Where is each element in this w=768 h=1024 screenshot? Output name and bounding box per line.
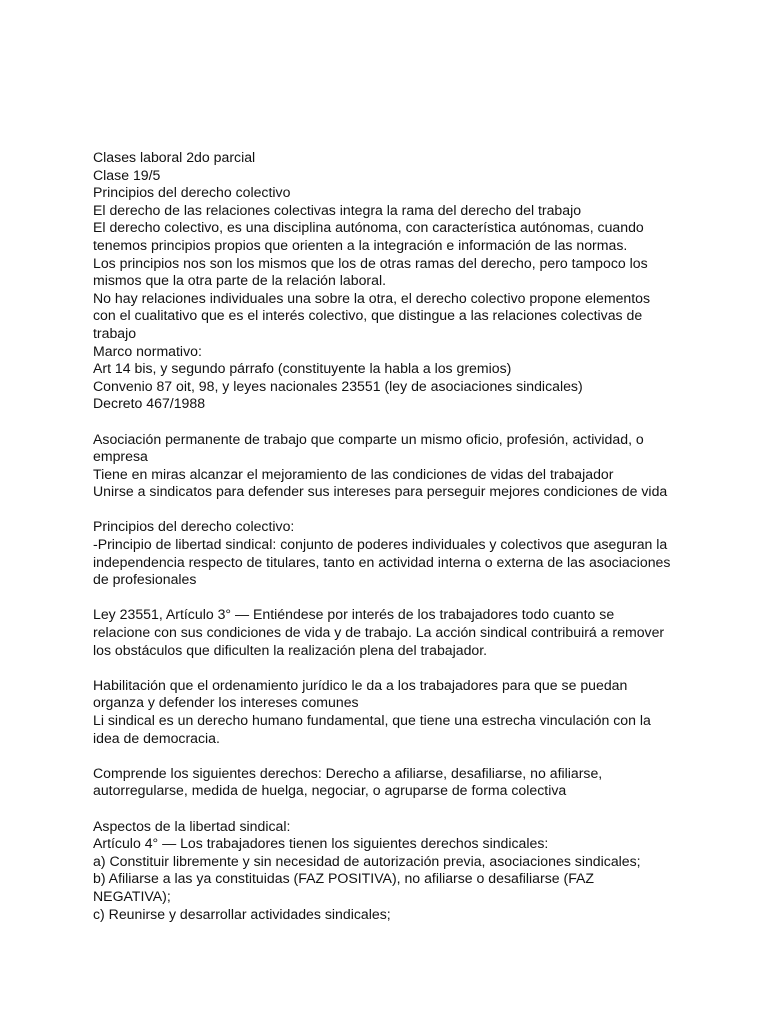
doc-line-31: Habilitación que el ordenamiento jurídico le da a los trabajadores para que se puedan (93, 676, 628, 693)
doc-line-40: Artículo 4° — Los trabajadores tienen los siguientes derechos sindicales: (93, 835, 549, 852)
doc-line-37: autorregularse, medida de huelga, negociar, o agruparse de forma colectiva (93, 782, 567, 799)
doc-line-12: Marco normativo: (93, 342, 202, 359)
doc-line-1: Clases laboral 2do parcial (93, 149, 256, 165)
doc-line-23: -Principio de libertad sindical: conjunto de poderes individuales y colectivos que aseguran la (93, 536, 668, 553)
doc-line-4: El derecho de las relaciones colectivas integra la rama del derecho del trabajo (93, 201, 582, 218)
doc-line-34: idea de democracia. (93, 729, 220, 746)
doc-line-36: Comprende los siguientes derechos: Derecho a afiliarse, desafiliarse, no afiliarse, (93, 764, 603, 781)
doc-line-43: NEGATIVA); (93, 887, 171, 904)
doc-line-3: Principios del derecho colectivo (93, 184, 291, 201)
paragraph-gap (93, 501, 693, 519)
doc-line-39: Aspectos de la libertad sindical: (93, 817, 291, 834)
paragraph-gap (93, 413, 693, 431)
doc-line-33: Li sindical es un derecho humano fundamental, que tiene una estrecha vinculación con la (93, 712, 651, 728)
paragraph-gap (93, 800, 693, 818)
doc-line-10: con el cualitativo que es el interés colectivo, que distingue a las relaciones colectivas de (93, 307, 643, 324)
doc-line-8: mismos que la otra parte de la relación laboral. (93, 272, 386, 289)
doc-line-42: b) Afiliarse a las ya constituidas (FAZ POSITIVA), no afiliarse o desafiliarse (FAZ (93, 870, 595, 887)
doc-line-32: organza y defender los intereses comunes (93, 694, 359, 711)
doc-line-15: Decreto 467/1988 (93, 395, 206, 412)
doc-line-24: independencia respecto de titulares, tanto en actividad interna o externa de las asociaciones (93, 553, 671, 570)
doc-line-11: trabajo (93, 324, 137, 341)
doc-line-9: No hay relaciones individuales una sobre la otra, el derecho colectivo propone elementos (93, 289, 651, 306)
doc-line-18: empresa (93, 448, 148, 465)
doc-line-28: relacione con sus condiciones de vida y de trabajo. La acción sindical contribuirá a remover (93, 624, 665, 641)
doc-line-22: Principios del derecho colectivo: (93, 518, 295, 535)
doc-line-2: Clase 19/5 (93, 166, 161, 183)
doc-line-27: Ley 23551, Artículo 3° — Entiéndese por interés de los trabajadores todo cuanto se (93, 606, 615, 623)
doc-line-20: Unirse a sindicatos para defender sus intereses para perseguir mejores condiciones de vida (93, 483, 668, 500)
doc-line-17: Asociación permanente de trabajo que comparte un mismo oficio, profesión, actividad, o (93, 430, 644, 447)
document-page (93, 149, 693, 923)
paragraph-gap (93, 589, 693, 607)
doc-line-7: Los principios nos son los mismos que los de otras ramas del derecho, pero tampoco los (93, 254, 648, 271)
paragraph-gap (93, 747, 693, 765)
doc-line-44: c) Reunirse y desarrollar actividades sindicales; (93, 905, 391, 922)
doc-line-19: Tiene en miras alcanzar el mejoramiento de las condiciones de vidas del trabajador (93, 465, 614, 482)
doc-line-25: de profesionales (93, 571, 197, 588)
doc-line-5: El derecho colectivo, es una disciplina autónoma, con característica autónomas, cuando (93, 219, 644, 236)
paragraph-gap (93, 659, 693, 677)
doc-line-6: tenemos principios propios que orienten a la integración e información de las normas. (93, 236, 628, 253)
doc-line-13: Art 14 bis, y segundo párrafo (constituyente la habla a los gremios) (93, 360, 512, 377)
doc-line-14: Convenio 87 oit, 98, y leyes nacionales 23551 (ley de asociaciones sindicales) (93, 377, 583, 394)
doc-line-41: a) Constituir libremente y sin necesidad de autorización previa, asociaciones sindicales; (93, 852, 641, 869)
doc-line-29: los obstáculos que dificulten la realización plena del trabajador. (93, 641, 488, 658)
